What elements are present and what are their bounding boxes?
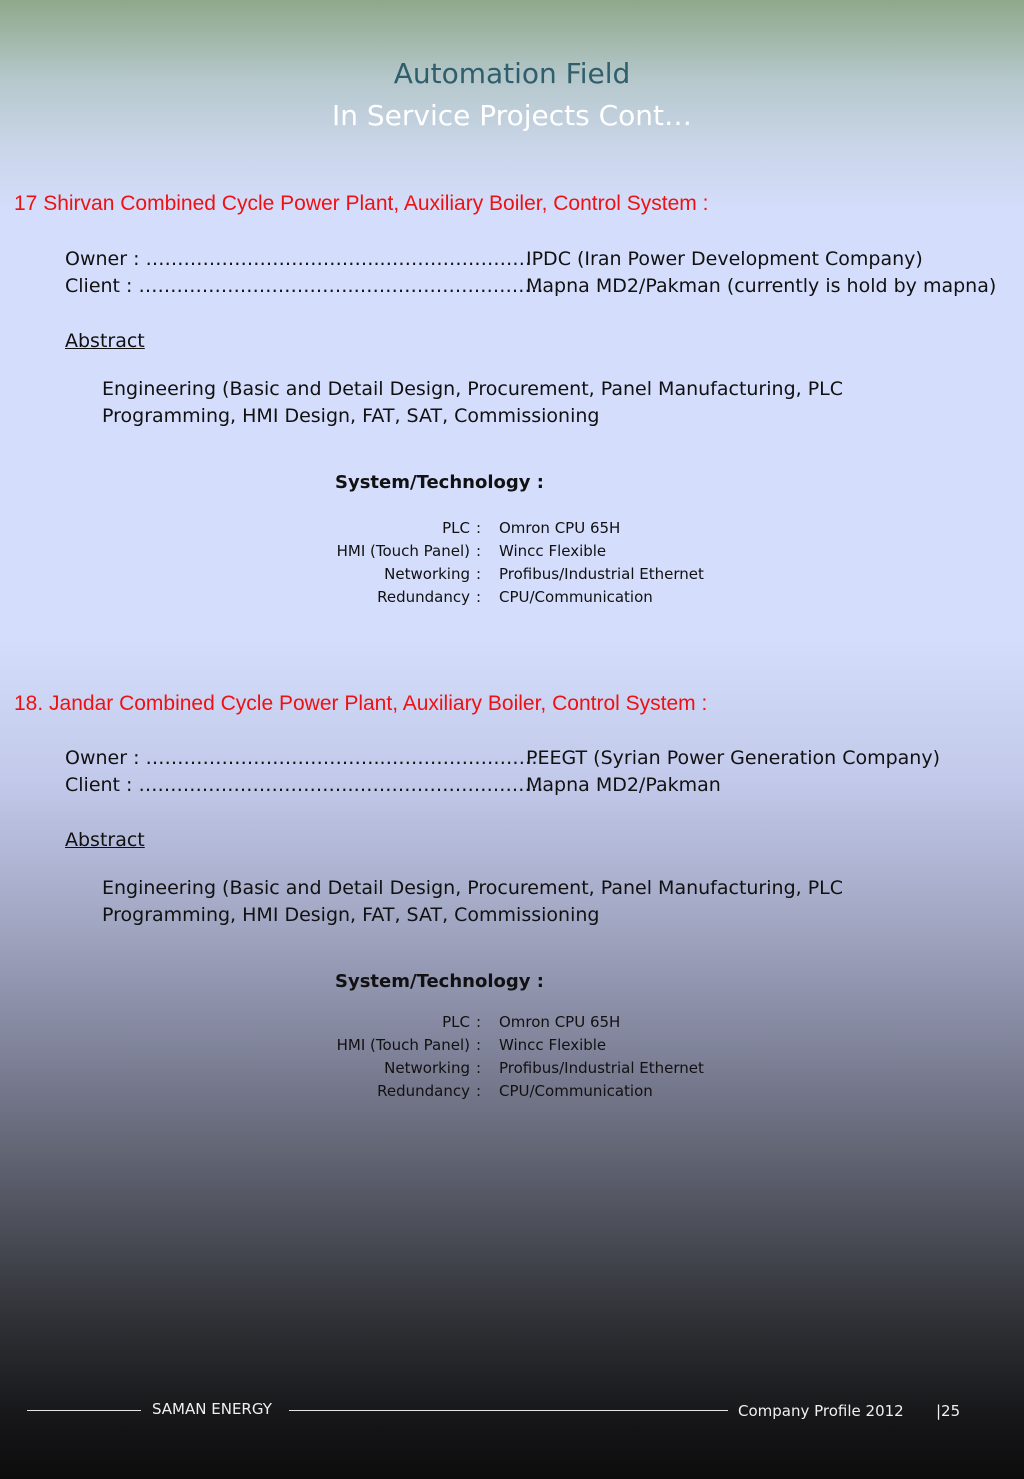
spec-separator: : [476, 565, 482, 583]
abstract-text: Engineering (Basic and Detail Design, Procurement, Panel Manufacturing, PLC Programming, HMI Design, FAT, SAT, Commissioning [102, 378, 844, 427]
abstract-label: Abstract [65, 330, 145, 352]
footer-divider-right [289, 1410, 728, 1411]
spec-separator: : [476, 1036, 482, 1054]
spec-key-hmi: HMI (Touch Panel) [336, 1036, 470, 1054]
spec-value-networking: Profibus/Industrial Ethernet [499, 565, 704, 583]
abstract-label: Abstract [65, 829, 145, 851]
spec-value-redundancy: CPU/Communication [499, 588, 653, 606]
spec-key-redundancy: Redundancy [377, 1082, 470, 1100]
spec-value-hmi: Wincc Flexible [499, 1036, 607, 1054]
spec-value-redundancy: CPU/Communication [499, 1082, 653, 1100]
abstract-text: Engineering (Basic and Detail Design, Procurement, Panel Manufacturing, PLC Programming, HMI Design, FAT, SAT, Commissioning [102, 877, 844, 926]
spec-value-networking: Profibus/Industrial Ethernet [499, 1059, 704, 1077]
client-value: Mapna MD2/Pakman (currently is hold by mapna) [526, 275, 997, 297]
spec-separator: : [476, 588, 482, 606]
page-title: Automation Field [393, 57, 631, 90]
spec-separator: : [476, 1059, 482, 1077]
spec-key-networking: Networking [384, 1059, 470, 1077]
spec-separator: : [476, 1082, 482, 1100]
footer-profile: Company Profile 2012 [738, 1402, 904, 1420]
spec-key-redundancy: Redundancy [377, 588, 470, 606]
spec-key-plc: PLC [442, 1013, 470, 1031]
client-label: Client : …………………………….………………………… [65, 774, 544, 796]
system-technology-title: System/Technology : [335, 971, 544, 992]
owner-value: PEEGT (Syrian Power Generation Company) [526, 747, 941, 769]
owner-value: IPDC (Iran Power Development Company) [526, 248, 923, 270]
page-subtitle: In Service Projects Cont… [332, 99, 692, 132]
spec-separator: : [476, 1013, 482, 1031]
spec-key-networking: Networking [384, 565, 470, 583]
footer-divider-left [27, 1410, 141, 1411]
client-label: Client : …………………………….………………………… [65, 275, 544, 297]
project-heading: 18. Jandar Combined Cycle Power Plant, Auxiliary Boiler, Control System : [14, 692, 708, 715]
owner-label: Owner : ………………………………..…………………… [65, 248, 538, 270]
spec-value-plc: Omron CPU 65H [499, 519, 621, 537]
spec-separator: : [476, 542, 482, 560]
spec-key-hmi: HMI (Touch Panel) [336, 542, 470, 560]
system-technology-title: System/Technology : [335, 472, 544, 493]
client-value: Mapna MD2/Pakman [526, 774, 721, 796]
footer-company: SAMAN ENERGY [152, 1400, 272, 1418]
owner-label: Owner : ………………………………..…………………… [65, 747, 538, 769]
project-heading: 17 Shirvan Combined Cycle Power Plant, Auxiliary Boiler, Control System : [14, 192, 709, 215]
spec-value-plc: Omron CPU 65H [499, 1013, 621, 1031]
page-number: |25 [936, 1402, 961, 1420]
spec-value-hmi: Wincc Flexible [499, 542, 607, 560]
spec-separator: : [476, 519, 482, 537]
spec-key-plc: PLC [442, 519, 470, 537]
